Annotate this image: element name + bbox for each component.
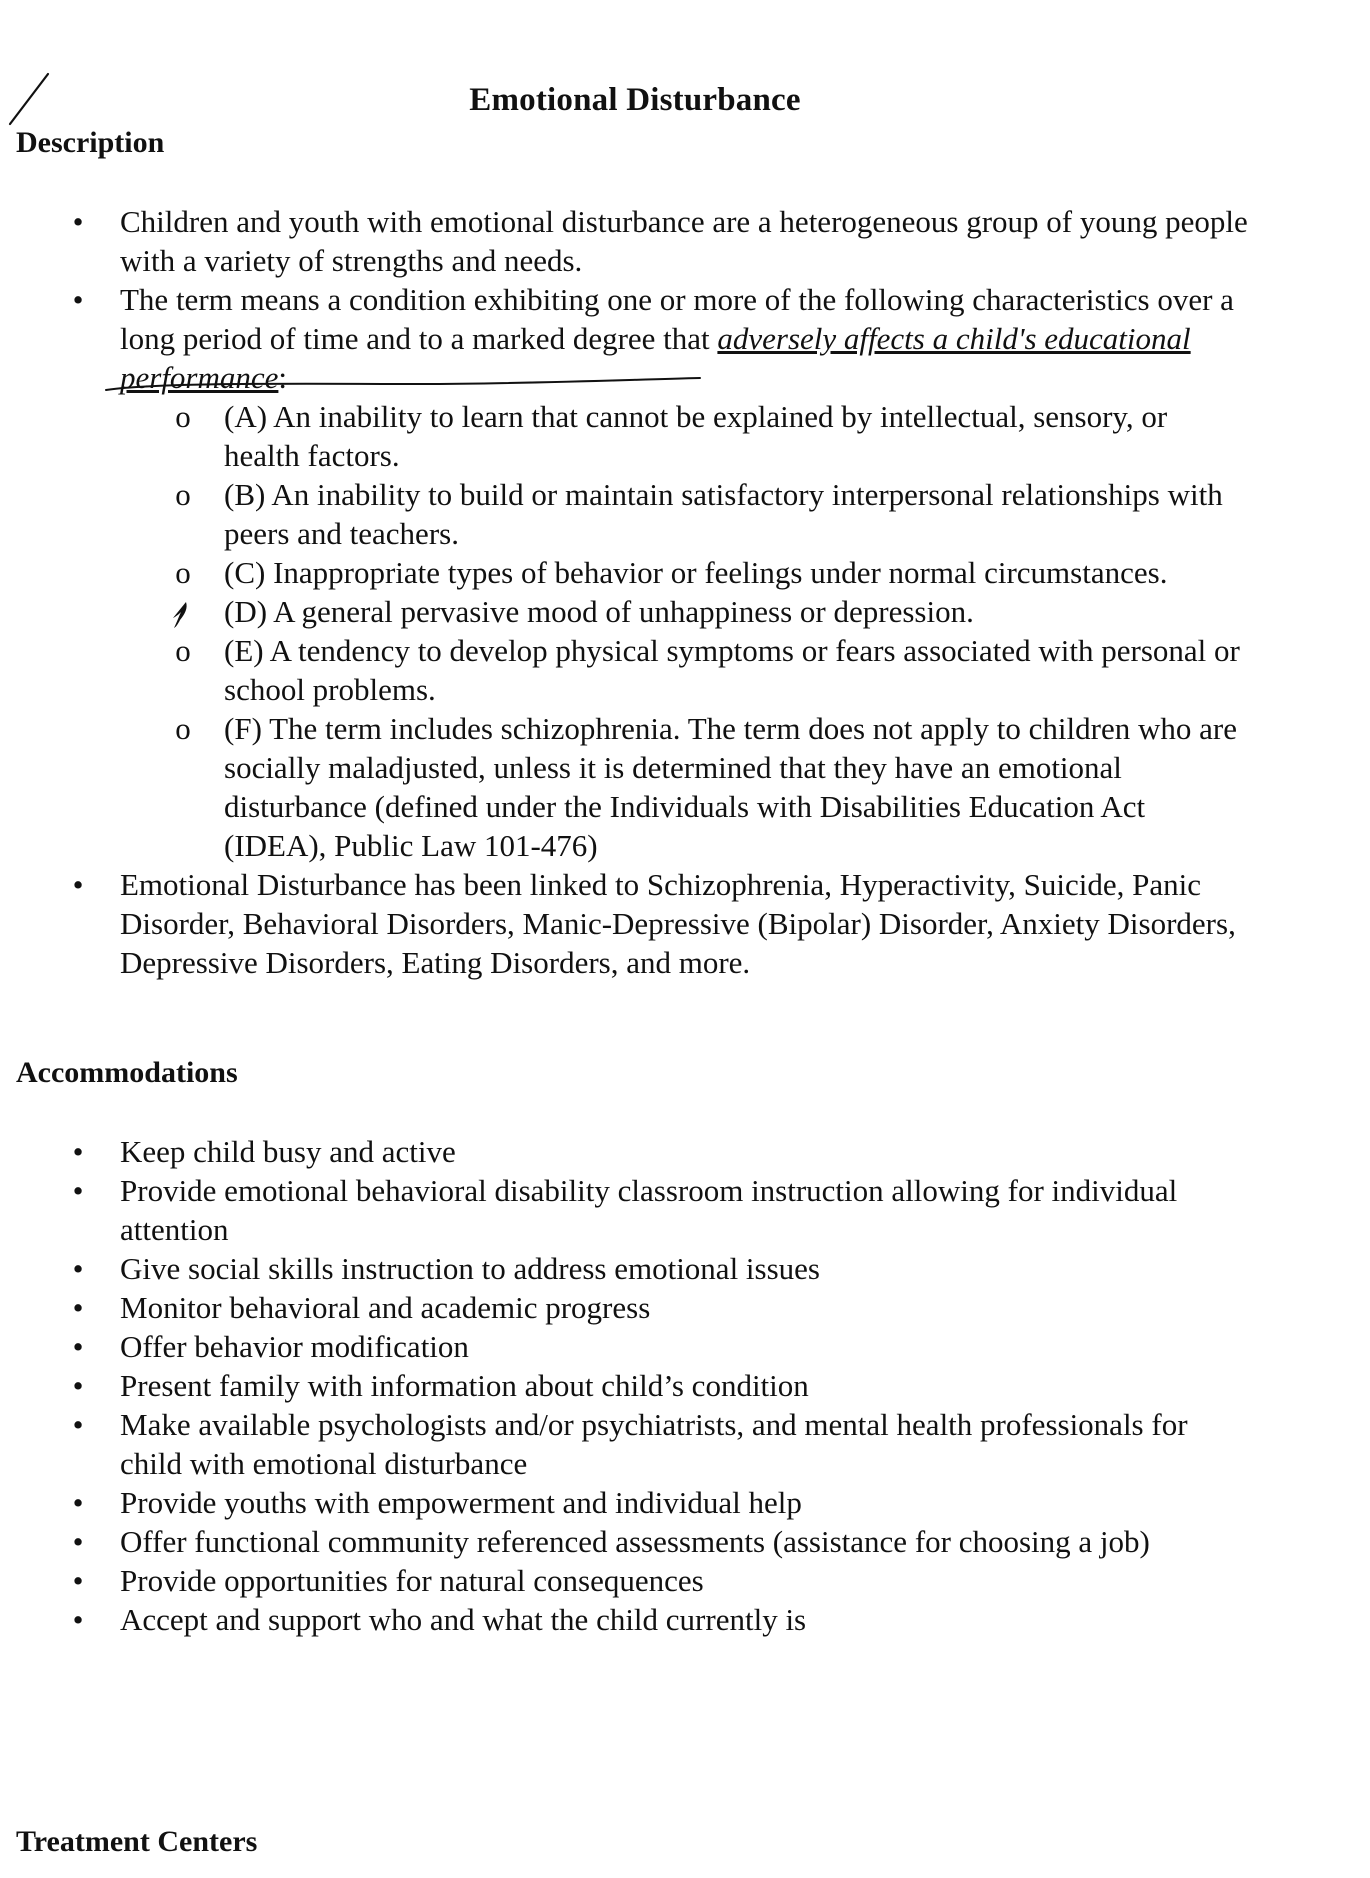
list-item	[72, 1366, 1250, 1405]
bullet-glyph: •	[72, 1173, 84, 1208]
sub-list-item	[120, 709, 1250, 865]
bullet-glyph: •	[72, 1368, 84, 1403]
description-list	[72, 202, 1250, 982]
sub-bullet-glyph: o	[175, 399, 191, 434]
bullet-glyph: •	[72, 1602, 84, 1637]
treatment-centers-heading: Treatment Centers	[16, 1825, 258, 1858]
list-item-text: Give social skills instruction to address emotional issues	[120, 1251, 820, 1286]
sub-list-item	[120, 475, 1250, 553]
list-item-text: Offer behavior modification	[120, 1329, 469, 1364]
list-item-text: Monitor behavioral and academic progress	[120, 1290, 651, 1325]
bullet-glyph: •	[72, 1134, 84, 1169]
sub-list-item	[120, 397, 1250, 475]
list-item-text: Provide emotional behavioral disability classroom instruction allowing for individual attention	[120, 1173, 1178, 1247]
list-item-text: Make available psychologists and/or psychiatrists, and mental health professionals for child with emotional disturbance	[120, 1407, 1188, 1481]
sub-list-item-text: (F) The term includes schizophrenia. The term does not apply to children who are socially maladjusted, unless it is determined that they have an emotional disturbance (defined under the Individuals with Disabilities Education Act (IDEA), Public Law 101-476)	[224, 711, 1237, 863]
bullet-glyph: •	[72, 204, 84, 239]
list-item	[72, 1483, 1250, 1522]
sub-list-item-text: (A) An inability to learn that cannot be explained by intellectual, sensory, or health factors.	[224, 399, 1168, 473]
list-item-text: Provide youths with empowerment and individual help	[120, 1485, 802, 1520]
sub-list-item-text: (C) Inappropriate types of behavior or feelings under normal circumstances.	[224, 555, 1168, 590]
sub-bullet-glyph: o	[175, 477, 191, 512]
sub-bullet-glyph: o	[175, 555, 191, 590]
sub-list-item	[120, 592, 1250, 631]
bullet-glyph: •	[72, 1563, 84, 1598]
sub-bullet-glyph: o	[175, 711, 191, 746]
list-item-text: Keep child busy and active	[120, 1134, 456, 1169]
bullet-glyph: •	[72, 1407, 84, 1442]
list-item	[72, 1522, 1250, 1561]
bullet-glyph: •	[72, 1485, 84, 1520]
list-item	[72, 865, 1250, 982]
sub-list-item	[120, 553, 1250, 592]
list-item-text: The term means a condition exhibiting one or more of the following characteristics over a long period of time and to a marked degree that	[120, 282, 1234, 356]
sub-list-item	[120, 631, 1250, 709]
list-item	[72, 1561, 1250, 1600]
sub-list-item-text: (E) A tendency to develop physical symptoms or fears associated with personal or school problems.	[224, 633, 1240, 707]
list-item-text: Offer functional community referenced assessments (assistance for choosing a job)	[120, 1524, 1150, 1559]
list-item	[72, 1171, 1250, 1249]
sub-list-item-text: (B) An inability to build or maintain satisfactory interpersonal relationships with peers and teachers.	[224, 477, 1223, 551]
list-item	[72, 1288, 1250, 1327]
list-item	[72, 1249, 1250, 1288]
sub-list-item-text: (D) A general pervasive mood of unhappiness or depression.	[224, 594, 974, 629]
bullet-glyph: •	[72, 867, 84, 902]
accommodations-heading: Accommodations	[16, 1056, 238, 1089]
accommodations-list	[72, 1132, 1250, 1639]
bullet-glyph: •	[72, 1524, 84, 1559]
list-item	[72, 1327, 1250, 1366]
sub-bullet-glyph: o	[175, 633, 191, 668]
list-item-text: Children and youth with emotional disturbance are a heterogeneous group of young people with a variety of strengths and needs.	[120, 204, 1248, 278]
list-item-text: Emotional Disturbance has been linked to Schizophrenia, Hyperactivity, Suicide, Panic Disorder, Behavioral Disorders, Manic-Depressive (Bipolar) Disorder, Anxiety Disorders, Depressive Disorders, Eating Disorders, and more.	[120, 867, 1236, 980]
list-item	[72, 1405, 1250, 1483]
bullet-glyph: •	[72, 282, 84, 317]
list-item	[72, 1600, 1250, 1639]
list-item-text: Accept and support who and what the child currently is	[120, 1602, 807, 1637]
emphasized-text: adversely affects a child's educational performance	[120, 321, 1191, 395]
list-item	[72, 202, 1250, 280]
bullet-glyph: •	[72, 1251, 84, 1286]
handwritten-underline	[100, 360, 720, 400]
bullet-glyph: •	[72, 1329, 84, 1364]
page-title: Emotional Disturbance	[469, 82, 801, 118]
criteria-sublist	[120, 397, 1250, 865]
bullet-glyph: •	[72, 1290, 84, 1325]
list-item-text: Provide opportunities for natural consequences	[120, 1563, 704, 1598]
description-heading: Description	[16, 126, 165, 159]
list-item	[72, 1132, 1250, 1171]
list-item-text-end: :	[278, 360, 288, 395]
list-item-text: Present family with information about child’s condition	[120, 1368, 809, 1403]
handwritten-check-mark	[168, 600, 196, 630]
